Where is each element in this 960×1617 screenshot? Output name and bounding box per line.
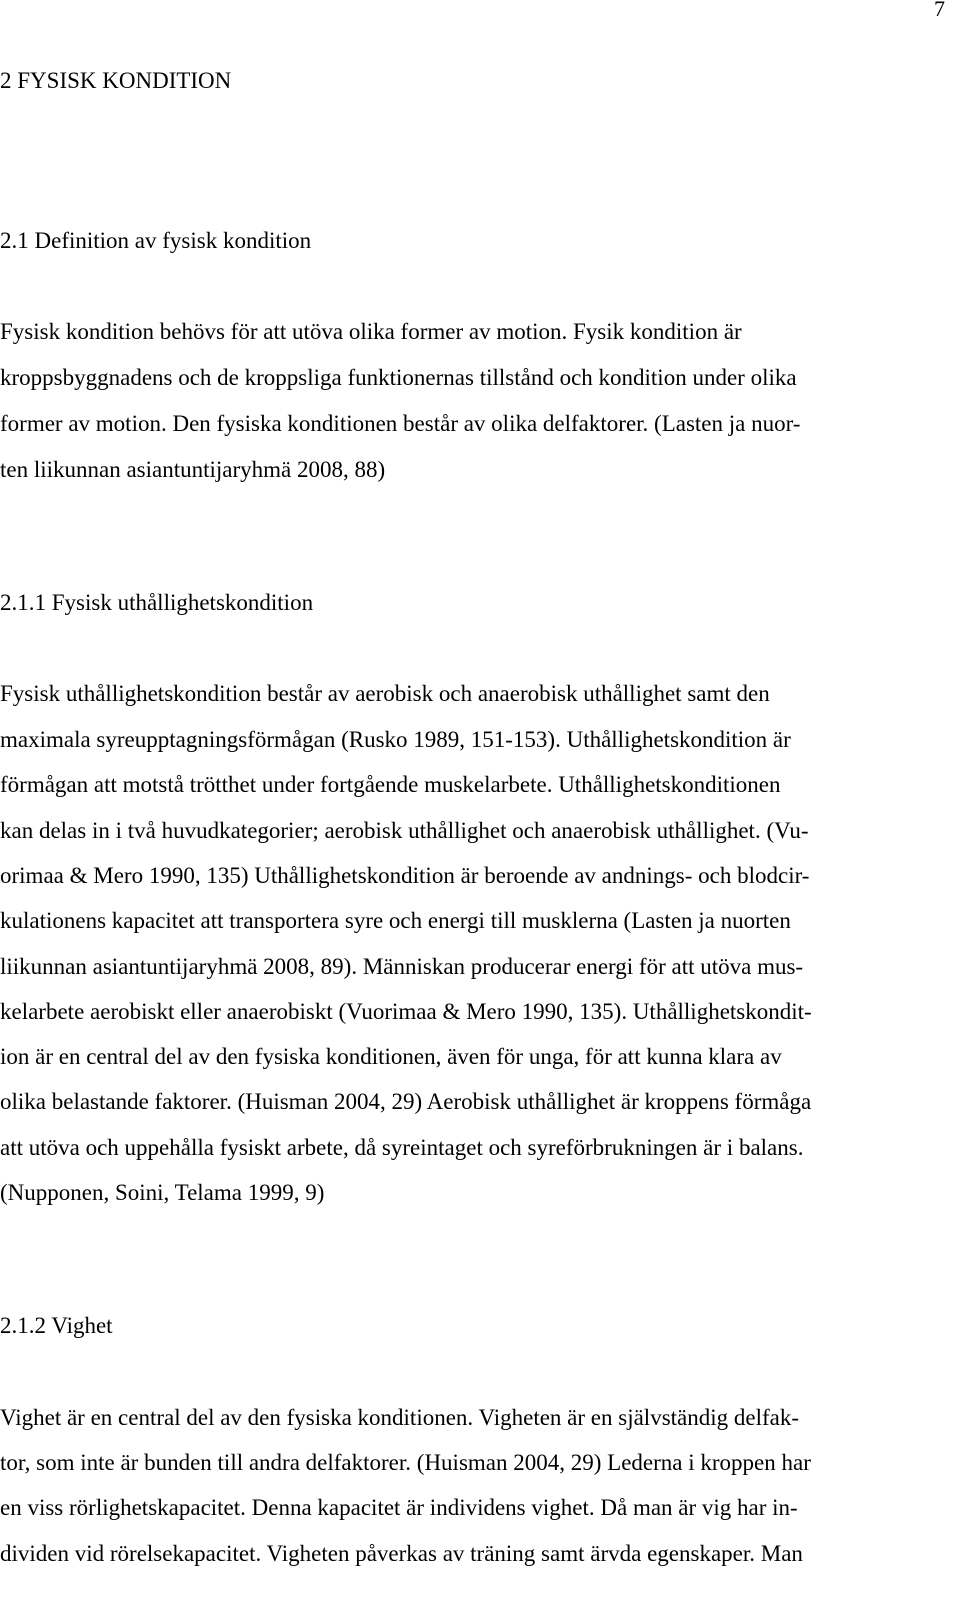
paragraph-line: dividen vid rörelsekapacitet. Vigheten påverkas av träning samt ärvda egenskaper. Man bbox=[0, 1541, 803, 1566]
paragraph-line: former av motion. Den fysiska konditionen består av olika delfaktorer. (Lasten ja nuor- bbox=[0, 411, 801, 436]
paragraph-line: Fysisk kondition behövs för att utöva olika former av motion. Fysik kondition är bbox=[0, 319, 742, 344]
paragraph-line: maximala syreupptagningsförmågan (Rusko 1989, 151-153). Uthållighetskondition är bbox=[0, 727, 791, 752]
paragraph-line: kan delas in i två huvudkategorier; aerobisk uthållighet och anaerobisk uthållighet. (Vu- bbox=[0, 818, 809, 843]
paragraph-line: kroppsbyggnadens och de kroppsliga funktionernas tillstånd och kondition under olika bbox=[0, 365, 797, 390]
paragraph-line: kelarbete aerobiskt eller anaerobiskt (Vuorimaa & Mero 1990, 135). Uthållighetskondit- bbox=[0, 999, 812, 1024]
paragraph-line: Fysisk uthållighetskondition består av aerobisk och anaerobisk uthållighet samt den bbox=[0, 681, 770, 706]
chapter-heading: 2 FYSISK KONDITION bbox=[0, 68, 232, 93]
paragraph-line: Vighet är en central del av den fysiska konditionen. Vigheten är en självständig delfak- bbox=[0, 1405, 800, 1430]
paragraph-line: kulationens kapacitet att transportera syre och energi till musklerna (Lasten ja nuorten bbox=[0, 908, 791, 933]
paragraph-line: ten liikunnan asiantuntijaryhmä 2008, 88) bbox=[0, 457, 386, 482]
paragraph-line: en viss rörlighetskapacitet. Denna kapacitet är individens vighet. Då man är vig har in- bbox=[0, 1495, 798, 1520]
section-heading: 2.1 Definition av fysisk kondition bbox=[0, 228, 312, 253]
paragraph-line: olika belastande faktorer. (Huisman 2004, 29) Aerobisk uthållighet är kroppens förmåga bbox=[0, 1089, 812, 1114]
paragraph-line: tor, som inte är bunden till andra delfaktorer. (Huisman 2004, 29) Lederna i kroppen har bbox=[0, 1450, 811, 1475]
paragraph-line: orimaa & Mero 1990, 135) Uthållighetskondition är beroende av andnings- och blodcir- bbox=[0, 863, 810, 888]
page-number: 7 bbox=[934, 0, 945, 21]
paragraph-line: ion är en central del av den fysiska konditionen, även för unga, för att kunna klara av bbox=[0, 1044, 782, 1069]
paragraph-line: att utöva och uppehålla fysiskt arbete, då syreintaget och syreförbrukningen är i balans. bbox=[0, 1135, 804, 1160]
paragraph-line: förmågan att motstå trötthet under fortgående muskelarbete. Uthållighetskonditionen bbox=[0, 772, 781, 797]
paragraph-line: (Nupponen, Soini, Telama 1999, 9) bbox=[0, 1180, 325, 1205]
paragraph-line: liikunnan asiantuntijaryhmä 2008, 89). Människan producerar energi för att utöva mus- bbox=[0, 954, 804, 979]
subsection-heading: 2.1.2 Vighet bbox=[0, 1313, 113, 1338]
subsection-heading: 2.1.1 Fysisk uthållighetskondition bbox=[0, 590, 314, 615]
